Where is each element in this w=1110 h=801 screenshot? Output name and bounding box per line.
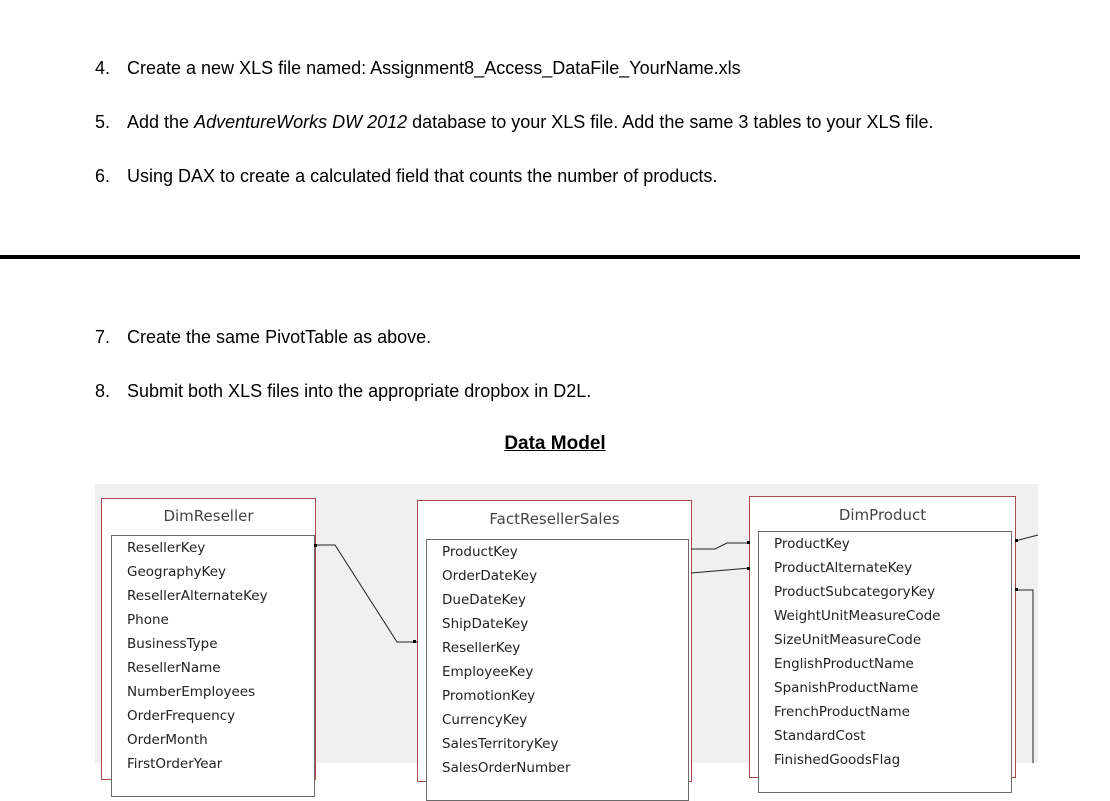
step-7	[95, 326, 431, 348]
field-item[interactable]: DueDateKey	[442, 592, 526, 608]
step-number: 4.	[95, 58, 111, 78]
step-number: 6.	[95, 166, 111, 186]
field-item[interactable]: ProductAlternateKey	[774, 560, 913, 576]
field-item[interactable]: SizeUnitMeasureCode	[774, 632, 922, 648]
section-divider	[0, 255, 1080, 259]
field-item[interactable]: StandardCost	[774, 728, 866, 744]
field-item[interactable]: FrenchProductName	[774, 704, 910, 720]
field-item[interactable]: GeographyKey	[127, 564, 227, 580]
relationship-end-marker	[747, 567, 750, 570]
field-item[interactable]: EmployeeKey	[442, 664, 534, 680]
field-item[interactable]: OrderDateKey	[442, 568, 538, 584]
field-item[interactable]: PromotionKey	[442, 688, 536, 704]
step-text	[127, 111, 933, 133]
field-item[interactable]: ResellerKey	[442, 640, 521, 656]
field-item[interactable]: OrderMonth	[127, 732, 208, 748]
step-number: 8.	[95, 381, 111, 401]
step-number: 5.	[95, 112, 111, 132]
database-name: AdventureWorks DW 2012	[194, 112, 408, 132]
data-model-diagram	[95, 484, 1038, 776]
field-item[interactable]: ShipDateKey	[442, 616, 529, 632]
relationship-offscreen	[1015, 590, 1033, 763]
step-6	[95, 165, 717, 187]
field-item[interactable]: ProductKey	[442, 544, 518, 560]
step-4	[95, 57, 741, 79]
table-title: DimReseller	[163, 507, 254, 525]
field-item[interactable]: SalesOrderNumber	[442, 760, 571, 776]
relationship-end-marker	[314, 544, 317, 547]
relationship-reseller	[316, 545, 418, 642]
relationship-end-marker	[1015, 588, 1018, 591]
data-model-heading: Data Model	[504, 433, 606, 454]
relationship-lines	[95, 484, 1038, 763]
field-item[interactable]: SalesTerritoryKey	[442, 736, 559, 752]
step-text: Using DAX to create a calculated field that counts the number of products.	[127, 166, 718, 186]
step-text: Submit both XLS files into the appropriate dropbox in D2L.	[127, 381, 592, 401]
relationship-offscreen	[1015, 535, 1038, 541]
step-number: 7.	[95, 327, 111, 347]
field-item[interactable]: ResellerName	[127, 660, 221, 676]
field-item[interactable]: SpanishProductName	[774, 680, 919, 696]
field-item[interactable]: OrderFrequency	[127, 708, 236, 724]
relationship-end-marker	[413, 640, 416, 643]
relationship-product	[691, 543, 750, 549]
field-item[interactable]: ProductSubcategoryKey	[774, 584, 936, 600]
step-5	[95, 111, 933, 133]
table-title: FactResellerSales	[489, 510, 620, 528]
step-text: Create the same PivotTable as above.	[127, 327, 432, 347]
field-item[interactable]: EnglishProductName	[774, 656, 914, 672]
table-title: DimProduct	[838, 506, 927, 524]
field-item[interactable]: ResellerKey	[127, 540, 206, 556]
step-text: Create a new XLS file named: Assignment8_Access_DataFile_YourName.xls	[127, 58, 741, 78]
step-text-pre: Add the	[127, 112, 195, 132]
field-item[interactable]: FirstOrderYear	[127, 756, 223, 772]
relationship-product-alt	[691, 568, 750, 573]
field-item[interactable]: Phone	[127, 612, 169, 628]
field-item[interactable]: ResellerAlternateKey	[127, 588, 268, 604]
field-item[interactable]: WeightUnitMeasureCode	[774, 608, 941, 624]
field-item[interactable]: ProductKey	[774, 536, 850, 552]
field-item[interactable]: BusinessType	[127, 636, 218, 652]
field-item[interactable]: CurrencyKey	[442, 712, 528, 728]
field-item[interactable]: NumberEmployees	[127, 684, 256, 700]
field-item[interactable]: FinishedGoodsFlag	[774, 752, 901, 768]
relationship-end-marker	[1015, 539, 1018, 542]
step-8	[95, 380, 591, 402]
step-text-post: database to your XLS file. Add the same 3 tables to your XLS file.	[407, 112, 934, 132]
relationship-end-marker	[747, 541, 750, 544]
